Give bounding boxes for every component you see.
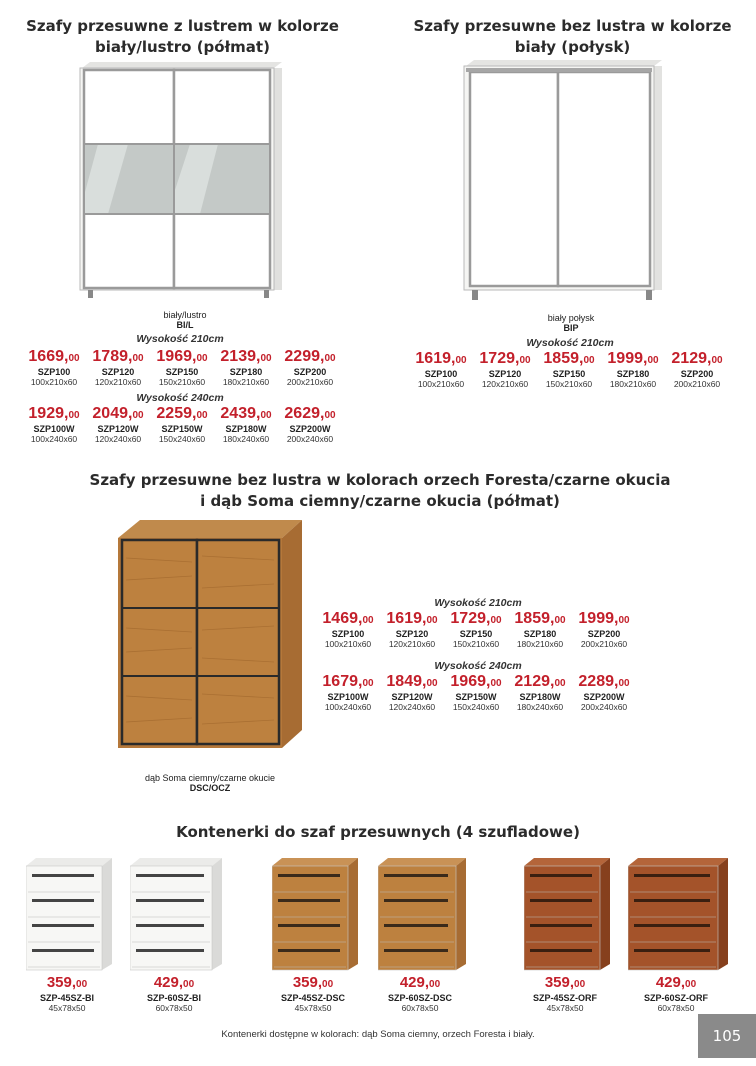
price: 2289,00 <box>578 673 630 690</box>
price-cell <box>86 348 150 387</box>
price-main: 1929 <box>28 405 64 422</box>
section1-height-210-label: Wysokość 210cm <box>136 333 224 345</box>
price-main: 429 <box>655 974 681 991</box>
product-code: SZP-45SZ-ORF <box>532 993 597 1003</box>
price-cell <box>508 673 572 712</box>
price: 1969,00 <box>450 673 502 690</box>
price-cents: 00 <box>76 979 88 990</box>
product-dimensions: 120x210x60 <box>94 377 142 387</box>
product-code: SZP200 <box>293 367 327 377</box>
price-cell <box>601 350 665 389</box>
product-code: SZP-60SZ-BI <box>146 993 201 1003</box>
section3-row-240 <box>316 673 636 712</box>
price: 359,00 <box>46 974 88 991</box>
price-main: 2049 <box>92 405 128 422</box>
section1-row-240 <box>22 405 342 444</box>
product-code: SZP-45SZ-BI <box>39 993 94 1003</box>
price-main: 359 <box>544 974 570 991</box>
price-cents: 00 <box>554 678 566 689</box>
price-main: 1619 <box>415 350 451 367</box>
product-dimensions: 200x210x60 <box>673 379 721 389</box>
price-main: 2289 <box>578 673 614 690</box>
price-cents: 00 <box>324 410 336 421</box>
chest-caption <box>126 974 222 1013</box>
price-cents: 00 <box>685 979 697 990</box>
chest-caption <box>628 974 724 1013</box>
product-code: SZP120W <box>391 692 433 702</box>
price: 2049,00 <box>92 405 144 422</box>
section1-color-name: biały/lustro <box>163 310 207 320</box>
price-main: 2139 <box>220 348 256 365</box>
price: 1619,00 <box>386 610 438 627</box>
price-cents: 00 <box>196 410 208 421</box>
price-main: 2439 <box>220 405 256 422</box>
price-cell <box>214 348 278 387</box>
price-cents: 00 <box>68 353 80 364</box>
gloss-wardrobe-image <box>462 60 672 304</box>
price: 1619,00 <box>415 350 467 367</box>
product-code: SZP120W <box>97 424 139 434</box>
mirror-wardrobe-image <box>78 62 288 302</box>
product-dimensions: 180x210x60 <box>222 377 270 387</box>
price-cents: 00 <box>647 355 659 366</box>
price-main: 359 <box>46 974 72 991</box>
product-dimensions: 60x78x50 <box>401 1003 439 1013</box>
product-dimensions: 180x240x60 <box>516 702 564 712</box>
section2-row-210 <box>409 350 729 389</box>
product-code: SZP150 <box>552 369 586 379</box>
price-cents: 00 <box>554 615 566 626</box>
section3-color-code: DSC/OCZ <box>189 783 231 793</box>
product-dimensions: 100x210x60 <box>324 639 372 649</box>
price-cell <box>572 610 636 649</box>
product-dimensions: 60x78x50 <box>657 1003 695 1013</box>
price-cents: 00 <box>362 678 374 689</box>
price-cell <box>22 405 86 444</box>
section2-color-name: biały połysk <box>547 313 595 323</box>
footer-note: Kontenerki dostępne w kolorach: dąb Soma ciemny, orzech Foresta i biały. <box>221 1029 535 1040</box>
price-cents: 00 <box>68 410 80 421</box>
price-main: 2299 <box>284 348 320 365</box>
price-cell <box>22 348 86 387</box>
price: 429,00 <box>399 974 441 991</box>
price-cents: 00 <box>711 355 723 366</box>
price-cell <box>537 350 601 389</box>
section3-title-line2: i dąb Soma ciemny/czarne okucia (półmat) <box>200 492 560 510</box>
price-cents: 00 <box>132 353 144 364</box>
price-main: 1729 <box>479 350 515 367</box>
price-cents: 00 <box>426 678 438 689</box>
section2-title-line1: Szafy przesuwne bez lustra w kolorze <box>413 17 732 35</box>
chest-of-drawers-image <box>378 858 470 974</box>
price-cents: 00 <box>618 615 630 626</box>
price-cell <box>278 348 342 387</box>
price: 429,00 <box>655 974 697 991</box>
price-cents: 00 <box>490 678 502 689</box>
product-code: SZP120 <box>101 367 135 377</box>
section3-color-name: dąb Soma ciemny/czarne okucie <box>144 773 276 783</box>
product-dimensions: 200x210x60 <box>286 377 334 387</box>
product-dimensions: 200x240x60 <box>286 434 334 444</box>
price-main: 1469 <box>322 610 358 627</box>
section3-height-240-label: Wysokość 240cm <box>434 660 522 672</box>
section1-title-line1: Szafy przesuwne z lustrem w kolorze <box>26 17 339 35</box>
product-code: SZP180 <box>229 367 263 377</box>
product-dimensions: 100x240x60 <box>324 702 372 712</box>
section1-color-code: BI/L <box>176 320 194 330</box>
chest-of-drawers-image <box>26 858 116 974</box>
price-cell <box>444 610 508 649</box>
product-dimensions: 120x240x60 <box>388 702 436 712</box>
price-main: 2129 <box>671 350 707 367</box>
price-cents: 00 <box>519 355 531 366</box>
product-code: SZP100 <box>331 629 365 639</box>
price: 1669,00 <box>28 348 80 365</box>
price: 1729,00 <box>479 350 531 367</box>
chest-caption <box>517 974 613 1013</box>
product-dimensions: 120x240x60 <box>94 434 142 444</box>
section2-image-caption <box>506 313 636 333</box>
section2-title <box>400 16 745 58</box>
product-dimensions: 45x78x50 <box>546 1003 584 1013</box>
product-dimensions: 150x210x60 <box>452 639 500 649</box>
price: 1999,00 <box>578 610 630 627</box>
price-cents: 00 <box>618 678 630 689</box>
section3-title <box>60 470 700 512</box>
product-code: SZP180W <box>519 692 561 702</box>
price-cell <box>444 673 508 712</box>
product-code: SZP100W <box>33 424 75 434</box>
price-cents: 00 <box>260 353 272 364</box>
product-dimensions: 180x240x60 <box>222 434 270 444</box>
product-dimensions: 200x240x60 <box>580 702 628 712</box>
page-number: 105 <box>698 1014 756 1058</box>
product-code: SZP180 <box>523 629 557 639</box>
oak-wardrobe-image <box>112 518 308 750</box>
section4-title: Kontenerki do szaf przesuwnych (4 szufladowe) <box>176 823 580 841</box>
price-cents: 00 <box>322 979 334 990</box>
product-code: SZP150 <box>459 629 493 639</box>
price: 2629,00 <box>284 405 336 422</box>
price-main: 2259 <box>156 405 192 422</box>
price-cell <box>86 405 150 444</box>
section1-height-240-label: Wysokość 240cm <box>136 392 224 404</box>
price-cents: 00 <box>583 355 595 366</box>
product-dimensions: 45x78x50 <box>294 1003 332 1013</box>
price: 1849,00 <box>386 673 438 690</box>
product-code: SZP-60SZ-ORF <box>643 993 708 1003</box>
product-code: SZP120 <box>395 629 429 639</box>
product-dimensions: 100x210x60 <box>417 379 465 389</box>
price-cents: 00 <box>183 979 195 990</box>
product-dimensions: 150x240x60 <box>158 434 206 444</box>
price: 1859,00 <box>543 350 595 367</box>
price-main: 2629 <box>284 405 320 422</box>
price: 359,00 <box>544 974 586 991</box>
product-dimensions: 100x240x60 <box>30 434 78 444</box>
product-code: SZP100 <box>37 367 71 377</box>
price: 2259,00 <box>156 405 208 422</box>
price-main: 1859 <box>514 610 550 627</box>
product-code: SZP100 <box>424 369 458 379</box>
section3-row-210 <box>316 610 636 649</box>
price-cell <box>380 610 444 649</box>
product-code: SZP180 <box>616 369 650 379</box>
section2-height-210-label: Wysokość 210cm <box>526 337 614 349</box>
price-cell <box>316 610 380 649</box>
price: 1789,00 <box>92 348 144 365</box>
section3-height-210-label: Wysokość 210cm <box>434 597 522 609</box>
product-code: SZP-45SZ-DSC <box>280 993 345 1003</box>
product-dimensions: 150x240x60 <box>452 702 500 712</box>
chest-caption <box>19 974 115 1013</box>
price-cents: 00 <box>132 410 144 421</box>
chest-of-drawers-image <box>272 858 362 974</box>
price-main: 1789 <box>92 348 128 365</box>
product-dimensions: 180x210x60 <box>516 639 564 649</box>
section2-color-code: BIP <box>563 323 579 333</box>
price-cell <box>214 405 278 444</box>
price-cell <box>665 350 729 389</box>
product-code: SZP200 <box>587 629 621 639</box>
price-cell <box>278 405 342 444</box>
product-code: SZP200W <box>289 424 331 434</box>
price-main: 1679 <box>322 673 358 690</box>
chest-of-drawers-image <box>130 858 226 974</box>
price-main: 2129 <box>514 673 550 690</box>
price-main: 359 <box>292 974 318 991</box>
price-cents: 00 <box>324 353 336 364</box>
section2-title-line2: biały (połysk) <box>514 38 631 56</box>
product-dimensions: 45x78x50 <box>48 1003 86 1013</box>
price-cents: 00 <box>196 353 208 364</box>
section3-title-line1: Szafy przesuwne bez lustra w kolorach orzech Foresta/czarne okucia <box>89 471 671 489</box>
price: 1929,00 <box>28 405 80 422</box>
product-dimensions: 150x210x60 <box>158 377 206 387</box>
product-code: SZP180W <box>225 424 267 434</box>
product-code: SZP120 <box>488 369 522 379</box>
price: 2139,00 <box>220 348 272 365</box>
price: 429,00 <box>153 974 195 991</box>
price-cents: 00 <box>362 615 374 626</box>
chest-of-drawers-image <box>628 858 732 974</box>
product-code: SZP150W <box>161 424 203 434</box>
product-code: SZP100W <box>327 692 369 702</box>
product-dimensions: 100x210x60 <box>30 377 78 387</box>
product-code: SZP150 <box>165 367 199 377</box>
product-code: SZP200 <box>680 369 714 379</box>
price-main: 429 <box>399 974 425 991</box>
price-main: 1729 <box>450 610 486 627</box>
price-cell <box>316 673 380 712</box>
price-cell <box>409 350 473 389</box>
price: 1859,00 <box>514 610 566 627</box>
price-cell <box>572 673 636 712</box>
price: 2129,00 <box>514 673 566 690</box>
price-main: 1969 <box>156 348 192 365</box>
section3-image-caption <box>125 773 295 793</box>
price-main: 429 <box>153 974 179 991</box>
price: 1969,00 <box>156 348 208 365</box>
price-main: 1619 <box>386 610 422 627</box>
price-cents: 00 <box>490 615 502 626</box>
price-main: 1849 <box>386 673 422 690</box>
price: 1469,00 <box>322 610 374 627</box>
price-cents: 00 <box>455 355 467 366</box>
section1-row-210 <box>22 348 342 387</box>
section1-title-line2: biały/lustro (półmat) <box>95 38 270 56</box>
product-dimensions: 120x210x60 <box>388 639 436 649</box>
product-code: SZP150W <box>455 692 497 702</box>
price-cents: 00 <box>426 615 438 626</box>
price-cents: 00 <box>429 979 441 990</box>
price-cents: 00 <box>260 410 272 421</box>
chest-caption <box>265 974 361 1013</box>
price: 2129,00 <box>671 350 723 367</box>
price: 2299,00 <box>284 348 336 365</box>
section1-image-caption <box>120 310 250 330</box>
price: 359,00 <box>292 974 334 991</box>
price-cell <box>150 405 214 444</box>
product-dimensions: 60x78x50 <box>155 1003 193 1013</box>
price: 2439,00 <box>220 405 272 422</box>
price-cents: 00 <box>574 979 586 990</box>
price-main: 1969 <box>450 673 486 690</box>
product-dimensions: 200x210x60 <box>580 639 628 649</box>
chest-of-drawers-image <box>524 858 614 974</box>
price-main: 1999 <box>578 610 614 627</box>
price-main: 1999 <box>607 350 643 367</box>
price-cell <box>380 673 444 712</box>
price: 1999,00 <box>607 350 659 367</box>
section1-title <box>10 16 355 58</box>
product-code: SZP200W <box>583 692 625 702</box>
chest-caption <box>372 974 468 1013</box>
price-main: 1859 <box>543 350 579 367</box>
price-cell <box>473 350 537 389</box>
price: 1729,00 <box>450 610 502 627</box>
product-dimensions: 120x210x60 <box>481 379 529 389</box>
product-dimensions: 150x210x60 <box>545 379 593 389</box>
product-dimensions: 180x210x60 <box>609 379 657 389</box>
product-code: SZP-60SZ-DSC <box>387 993 452 1003</box>
price-cell <box>508 610 572 649</box>
price: 1679,00 <box>322 673 374 690</box>
price-main: 1669 <box>28 348 64 365</box>
price-cell <box>150 348 214 387</box>
